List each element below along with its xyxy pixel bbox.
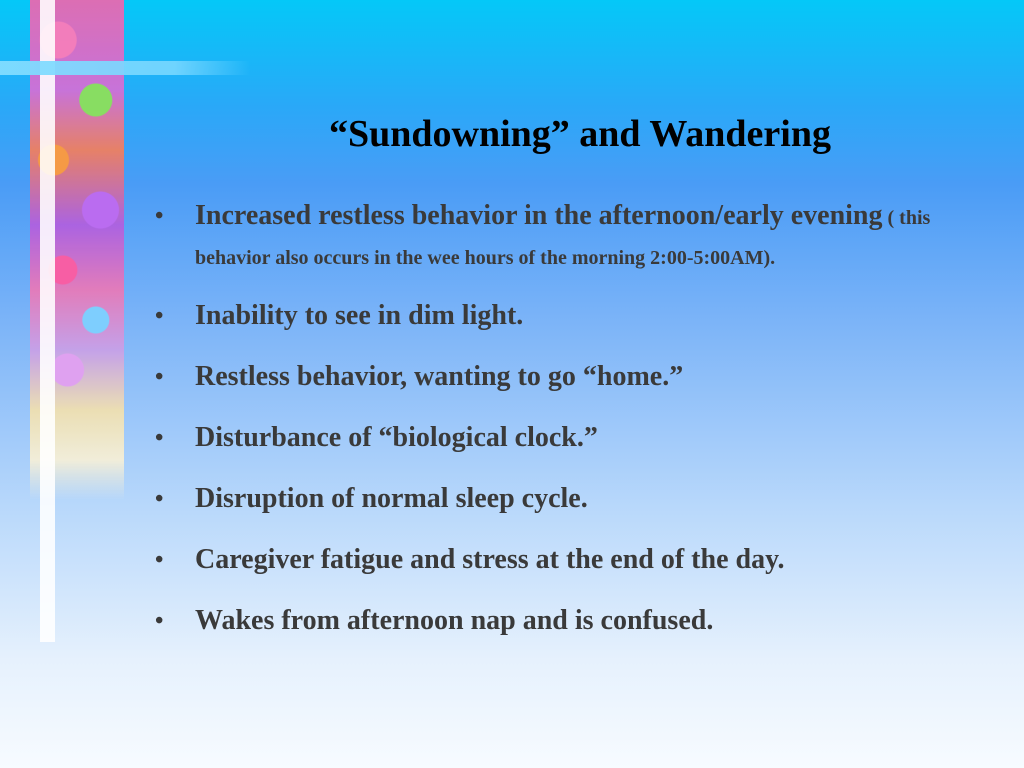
bullet-note: ( this behavior also occurs in the wee hours of the morning 2:00-5:00AM). (195, 207, 931, 269)
bullet-item (155, 479, 955, 519)
bullet-dot-icon: • (155, 303, 164, 329)
bullet-text: Disturbance of “biological clock.” (195, 422, 598, 453)
bullet-dot-icon: • (155, 364, 164, 390)
bullet-item (155, 357, 955, 397)
slide-title: “Sundowning” and Wandering (329, 113, 831, 155)
bullet-text: Caregiver fatigue and stress at the end of the day. (195, 544, 785, 575)
bullet-item (155, 296, 955, 336)
decorative-horizontal-line (0, 61, 250, 75)
bullet-dot-icon: • (155, 425, 164, 451)
bullet-item (155, 601, 955, 641)
bullet-text: Inability to see in dim light. (195, 300, 524, 331)
bullet-dot-icon: • (155, 486, 164, 512)
bullet-dot-icon: • (155, 608, 164, 634)
bullet-list (155, 196, 955, 662)
bullet-text: Disruption of normal sleep cycle. (195, 483, 588, 514)
decorative-vertical-line (40, 0, 55, 642)
bullet-item (155, 540, 955, 580)
bullet-text: Increased restless behavior in the afternoon/early evening (195, 200, 883, 231)
bullet-text: Restless behavior, wanting to go “home.” (195, 361, 684, 392)
bullet-text: Wakes from afternoon nap and is confused. (195, 605, 714, 636)
bullet-item (155, 196, 955, 276)
bullet-item (155, 418, 955, 458)
bullet-dot-icon: • (155, 547, 164, 573)
bullet-dot-icon: • (155, 203, 164, 229)
